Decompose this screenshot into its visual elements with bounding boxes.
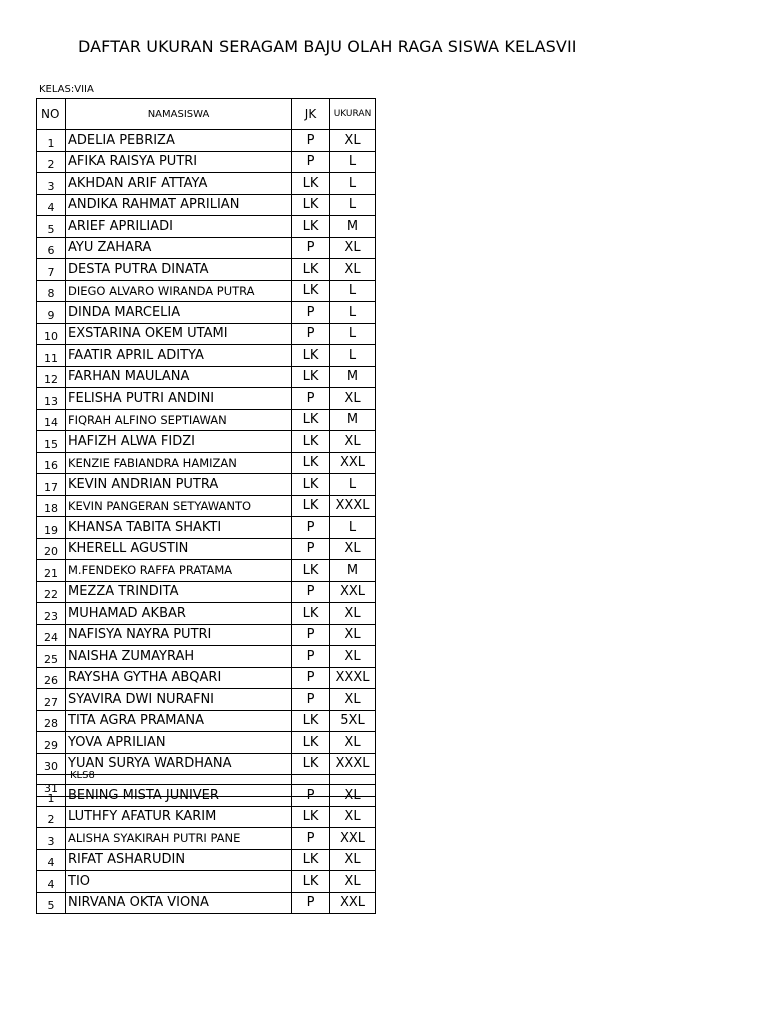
table-row <box>37 345 376 367</box>
student-name: HAFIZH ALWA FIDZI <box>66 431 292 453</box>
row-number: 29 <box>37 732 66 754</box>
size-cell: XL <box>330 689 376 711</box>
table-row <box>37 517 376 539</box>
student-name: KEVIN ANDRIAN PUTRA <box>66 474 292 496</box>
student-name: EXSTARINA OKEM UTAMI <box>66 323 292 345</box>
table-row <box>37 849 376 871</box>
size-cell: XL <box>330 849 376 871</box>
table-row <box>37 538 376 560</box>
row-number: 16 <box>37 452 66 474</box>
student-name: MEZZA TRINDITA <box>66 581 292 603</box>
student-name: FARHAN MAULANA <box>66 366 292 388</box>
gender-cell: P <box>292 517 330 539</box>
row-number: 3 <box>37 828 66 850</box>
student-name: KHERELL AGUSTIN <box>66 538 292 560</box>
student-name: TIO <box>66 871 292 893</box>
size-cell: XXL <box>330 892 376 914</box>
table-row <box>37 474 376 496</box>
size-cell: XL <box>330 130 376 152</box>
row-number: 22 <box>37 581 66 603</box>
gender-cell: P <box>292 538 330 560</box>
row-number: 24 <box>37 624 66 646</box>
row-number: 12 <box>37 366 66 388</box>
size-cell: L <box>330 280 376 302</box>
row-number: 1 <box>37 130 66 152</box>
size-cell: XL <box>330 732 376 754</box>
gender-cell: LK <box>292 194 330 216</box>
gender-cell: P <box>292 237 330 259</box>
gender-cell: LK <box>292 345 330 367</box>
size-cell: XL <box>330 871 376 893</box>
row-number: 4 <box>37 849 66 871</box>
size-cell: M <box>330 409 376 431</box>
row-number: 15 <box>37 431 66 453</box>
header-jk: JK <box>292 99 330 130</box>
student-name: KEVIN PANGERAN SETYAWANTO <box>66 495 292 517</box>
size-cell: XL <box>330 624 376 646</box>
header-ukuran: UKURAN <box>330 99 376 130</box>
row-number: 14 <box>37 409 66 431</box>
table-row <box>37 151 376 173</box>
row-number: 5 <box>37 216 66 238</box>
row-number: 4 <box>37 194 66 216</box>
gender-cell: P <box>292 828 330 850</box>
row-number: 23 <box>37 603 66 625</box>
row-number: 4 <box>37 871 66 893</box>
table-row <box>37 806 376 828</box>
size-cell: L <box>330 345 376 367</box>
table-row <box>37 237 376 259</box>
table-row <box>37 409 376 431</box>
row-number: 6 <box>37 237 66 259</box>
student-name: BENING MISTA JUNIVER <box>66 785 292 807</box>
size-cell: XL <box>330 603 376 625</box>
table-row <box>37 259 376 281</box>
size-cell: XXXL <box>330 667 376 689</box>
student-name: NAISHA ZUMAYRAH <box>66 646 292 668</box>
table-row <box>37 892 376 914</box>
table-row <box>37 216 376 238</box>
gender-cell: LK <box>292 366 330 388</box>
student-name: RIFAT ASHARUDIN <box>66 849 292 871</box>
table-row <box>37 624 376 646</box>
header-name: NAMASISWA <box>66 99 292 130</box>
gender-cell: LK <box>292 732 330 754</box>
student-name: YOVA APRILIAN <box>66 732 292 754</box>
table-row <box>37 388 376 410</box>
student-name: ALISHA SYAKIRAH PUTRI PANE <box>66 828 292 850</box>
student-name: DIEGO ALVARO WIRANDA PUTRA <box>66 280 292 302</box>
size-cell: XXL <box>330 828 376 850</box>
row-number: 27 <box>37 689 66 711</box>
table-row <box>37 495 376 517</box>
row-number: 30 <box>37 753 66 775</box>
gender-cell: LK <box>292 474 330 496</box>
student-name: FIQRAH ALFINO SEPTIAWAN <box>66 409 292 431</box>
gender-cell: P <box>292 581 330 603</box>
row-number: 2 <box>37 806 66 828</box>
row-number: 21 <box>37 560 66 582</box>
student-name: M.FENDEKO RAFFA PRATAMA <box>66 560 292 582</box>
table-row <box>37 667 376 689</box>
table-row <box>37 603 376 625</box>
gender-cell: P <box>292 892 330 914</box>
gender-cell: LK <box>292 431 330 453</box>
student-name: AKHDAN ARIF ATTAYA <box>66 173 292 195</box>
student-name: AYU ZAHARA <box>66 237 292 259</box>
gender-cell: P <box>292 624 330 646</box>
row-number: 2 <box>37 151 66 173</box>
size-cell: XL <box>330 431 376 453</box>
gender-cell: P <box>292 785 330 807</box>
student-name: FELISHA PUTRI ANDINI <box>66 388 292 410</box>
page-title: DAFTAR UKURAN SERAGAM BAJU OLAH RAGA SISWA KELASVII <box>78 37 577 56</box>
row-number: 28 <box>37 710 66 732</box>
gender-cell: P <box>292 130 330 152</box>
size-cell: L <box>330 151 376 173</box>
gender-cell: LK <box>292 849 330 871</box>
student-size-table <box>36 98 376 797</box>
row-number: 26 <box>37 667 66 689</box>
row-number: 25 <box>37 646 66 668</box>
table-row <box>37 646 376 668</box>
table-row <box>37 710 376 732</box>
student-name: MUHAMAD AKBAR <box>66 603 292 625</box>
size-cell: XL <box>330 259 376 281</box>
gender-cell: LK <box>292 753 330 775</box>
gender-cell: LK <box>292 603 330 625</box>
class-label: KELAS:VIIA <box>39 84 94 95</box>
table-row <box>37 431 376 453</box>
gender-cell: P <box>292 151 330 173</box>
table-row <box>37 130 376 152</box>
student-name: DESTA PUTRA DINATA <box>66 259 292 281</box>
size-cell: XL <box>330 646 376 668</box>
size-cell: XL <box>330 237 376 259</box>
gender-cell: LK <box>292 280 330 302</box>
row-number: 13 <box>37 388 66 410</box>
size-cell: XXXL <box>330 753 376 775</box>
kls8-size-table <box>36 784 376 914</box>
size-cell: XXL <box>330 581 376 603</box>
gender-cell: LK <box>292 871 330 893</box>
row-number: 20 <box>37 538 66 560</box>
row-number: 5 <box>37 892 66 914</box>
size-cell: XXXL <box>330 495 376 517</box>
table-row <box>37 560 376 582</box>
gender-cell: LK <box>292 495 330 517</box>
table-row <box>37 280 376 302</box>
gender-cell: P <box>292 323 330 345</box>
table-row <box>37 581 376 603</box>
gender-cell: P <box>292 646 330 668</box>
row-number: 19 <box>37 517 66 539</box>
gender-cell: LK <box>292 173 330 195</box>
table-row <box>37 323 376 345</box>
student-name: KENZIE FABIANDRA HAMIZAN <box>66 452 292 474</box>
table-row <box>37 828 376 850</box>
size-cell: M <box>330 366 376 388</box>
gender-cell: P <box>292 388 330 410</box>
size-cell: XL <box>330 806 376 828</box>
size-cell: XL <box>330 388 376 410</box>
row-number: 3 <box>37 173 66 195</box>
gender-cell: P <box>292 689 330 711</box>
student-name: YUAN SURYA WARDHANA <box>66 753 292 775</box>
header-no: NO <box>37 99 66 130</box>
size-cell: M <box>330 560 376 582</box>
table-row <box>37 452 376 474</box>
student-name: LUTHFY AFATUR KARIM <box>66 806 292 828</box>
gender-cell: LK <box>292 259 330 281</box>
student-name: SYAVIRA DWI NURAFNI <box>66 689 292 711</box>
gender-cell: LK <box>292 560 330 582</box>
student-name: NIRVANA OKTA VIONA <box>66 892 292 914</box>
table-row <box>37 785 376 807</box>
student-name: TITA AGRA PRAMANA <box>66 710 292 732</box>
row-number: 11 <box>37 345 66 367</box>
table-row <box>37 302 376 324</box>
gender-cell: LK <box>292 409 330 431</box>
table-header-row <box>37 99 376 130</box>
size-cell: XL <box>330 538 376 560</box>
row-number: 9 <box>37 302 66 324</box>
row-number: 8 <box>37 280 66 302</box>
student-name: KHANSA TABITA SHAKTI <box>66 517 292 539</box>
student-name: AFIKA RAISYA PUTRI <box>66 151 292 173</box>
gender-cell: P <box>292 302 330 324</box>
gender-cell: LK <box>292 216 330 238</box>
row-number: 7 <box>37 259 66 281</box>
size-cell: M <box>330 216 376 238</box>
student-name: RAYSHA GYTHA ABQARI <box>66 667 292 689</box>
row-number: 31 <box>37 775 66 797</box>
table-row <box>37 194 376 216</box>
row-number: 1 <box>37 785 66 807</box>
row-number: 18 <box>37 495 66 517</box>
table-row <box>37 173 376 195</box>
size-cell: L <box>330 302 376 324</box>
student-name: ADELIA PEBRIZA <box>66 130 292 152</box>
size-cell: L <box>330 194 376 216</box>
row-number: 10 <box>37 323 66 345</box>
table-row <box>37 732 376 754</box>
gender-cell: P <box>292 667 330 689</box>
size-cell: L <box>330 517 376 539</box>
size-cell: 5XL <box>330 710 376 732</box>
size-cell: XXL <box>330 452 376 474</box>
student-name: FAATIR APRIL ADITYA <box>66 345 292 367</box>
size-cell: XL <box>330 785 376 807</box>
student-name: NAFISYA NAYRA PUTRI <box>66 624 292 646</box>
gender-cell: LK <box>292 452 330 474</box>
gender-cell: LK <box>292 806 330 828</box>
table-row <box>37 871 376 893</box>
student-name: ARIEF APRILIADI <box>66 216 292 238</box>
student-name: DINDA MARCELIA <box>66 302 292 324</box>
table-row <box>37 689 376 711</box>
table-row <box>37 366 376 388</box>
kls8-label: KLS8 <box>70 770 95 781</box>
size-cell: L <box>330 173 376 195</box>
student-name: ANDIKA RAHMAT APRILIAN <box>66 194 292 216</box>
size-cell: L <box>330 323 376 345</box>
row-number: 17 <box>37 474 66 496</box>
size-cell: L <box>330 474 376 496</box>
gender-cell: LK <box>292 710 330 732</box>
